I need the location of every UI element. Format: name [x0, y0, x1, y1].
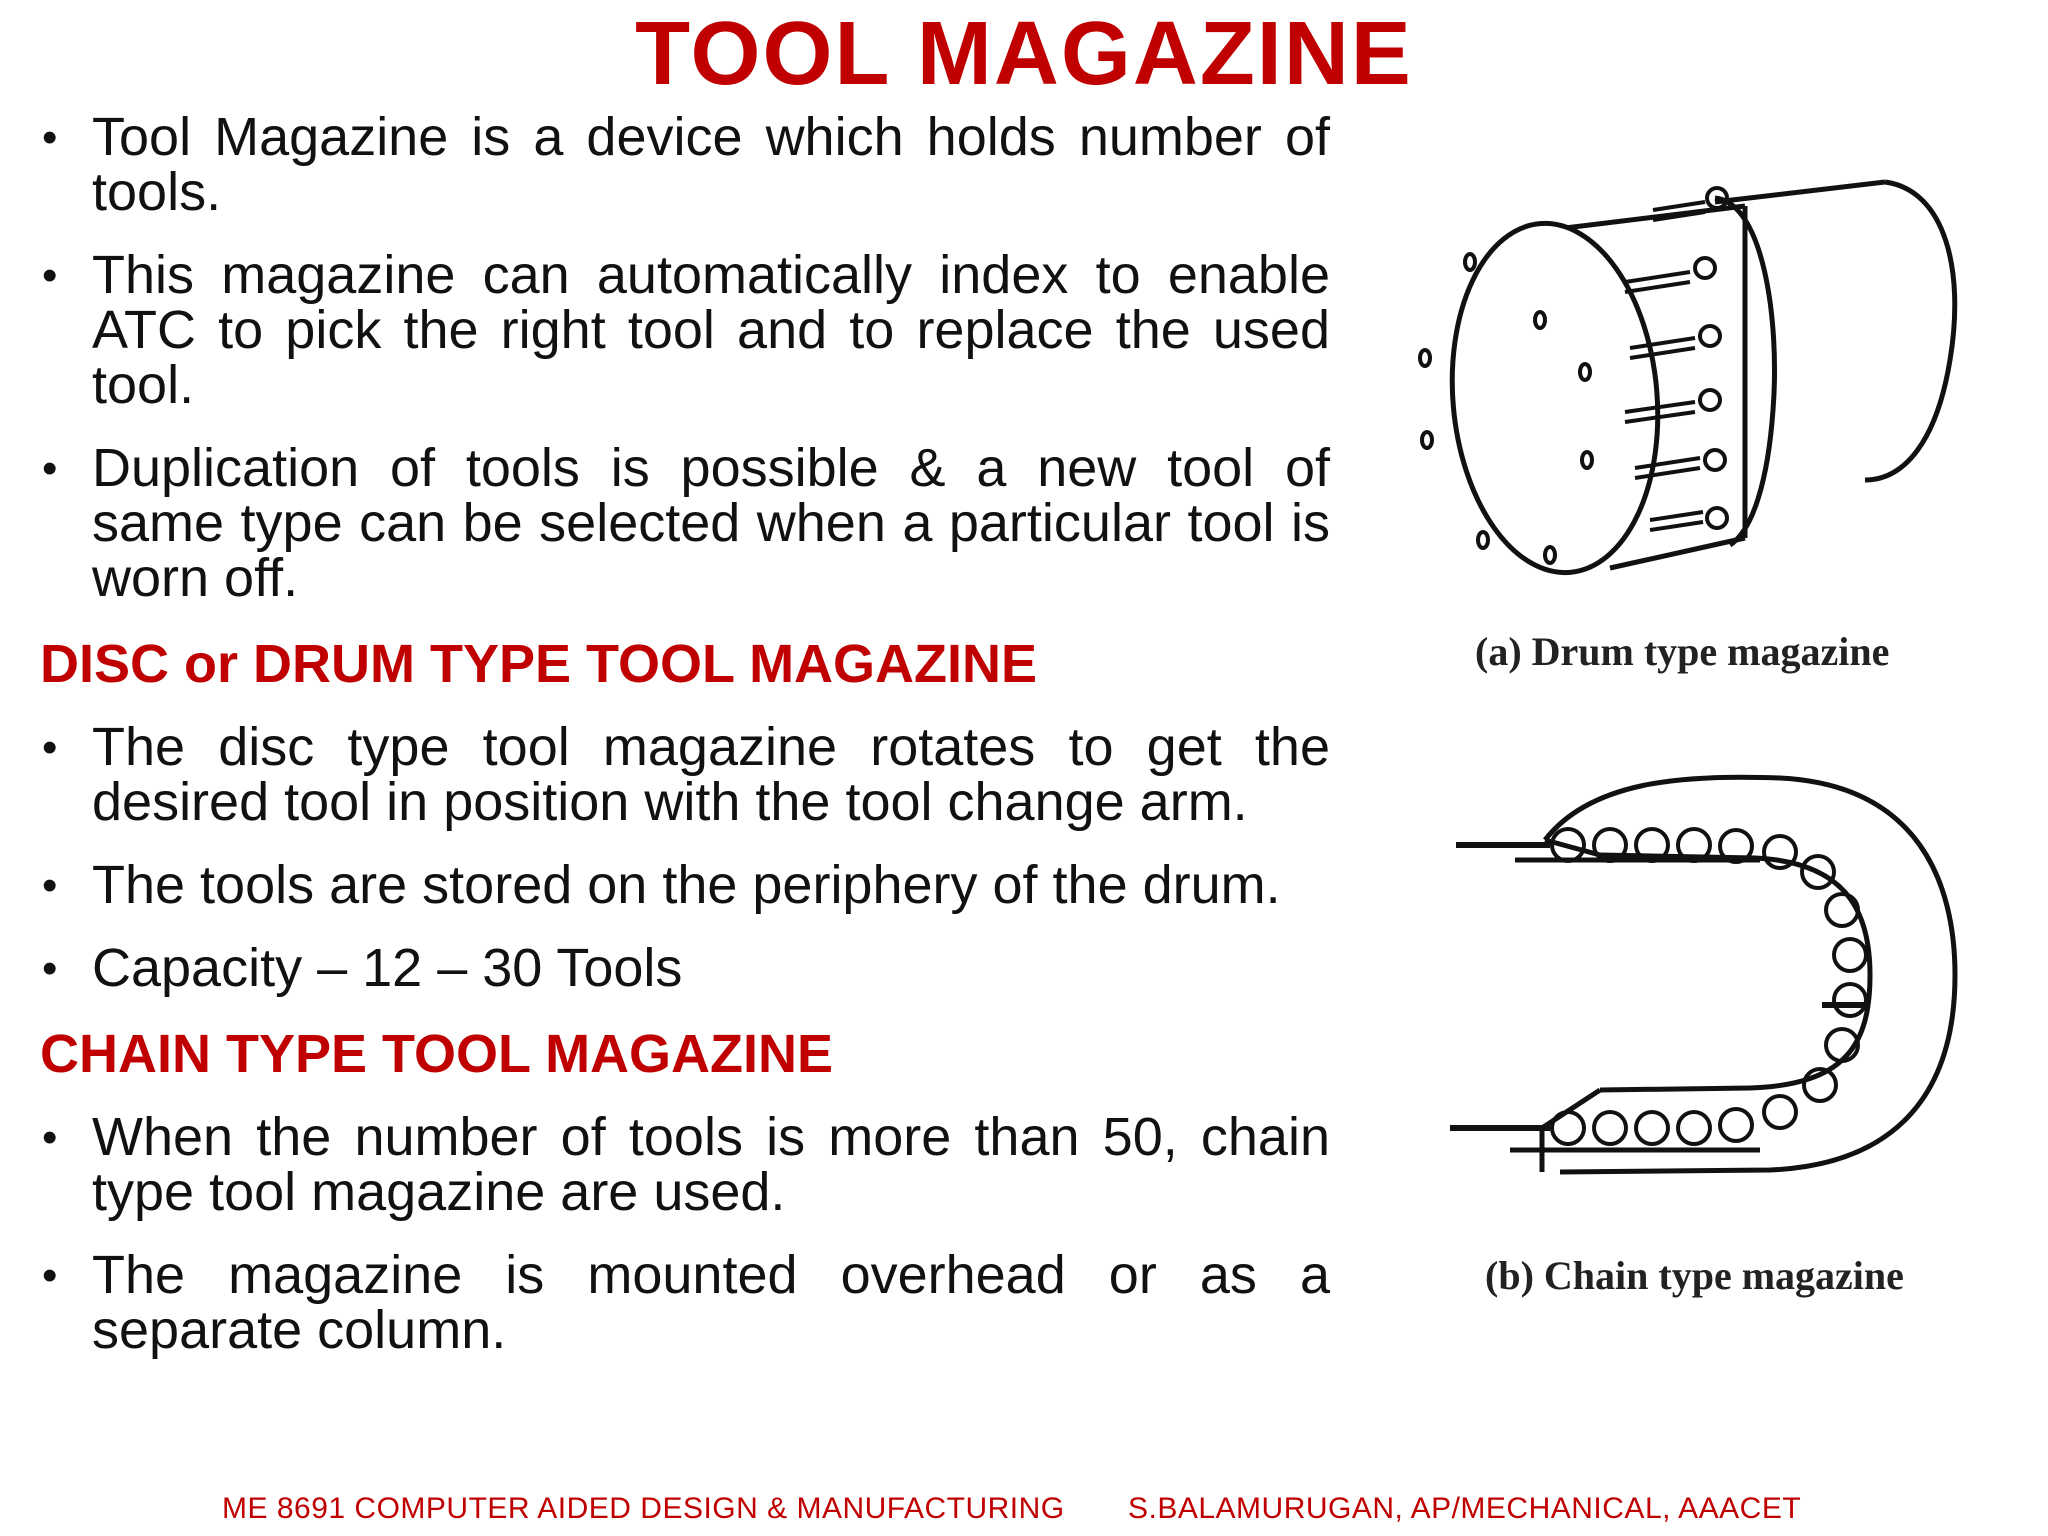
section-heading-chain: CHAIN TYPE TOOL MAGAZINE — [40, 1024, 834, 1084]
bullet-icon: • — [42, 1251, 58, 1300]
bullet-text: Tool Magazine is a device which holds number of tools. — [92, 107, 1330, 222]
slide-title: TOOL MAGAZINE — [635, 4, 1413, 104]
bullet-text: Duplication of tools is possible & a new tool of same type can be selected when a particular tool is worn off. — [92, 438, 1330, 608]
drum-bullet-list — [40, 717, 1330, 998]
chain-magazine-illustration — [1450, 760, 1980, 1220]
drum-magazine-illustration — [1385, 150, 1965, 630]
bullet-item — [40, 438, 1330, 608]
bullet-icon: • — [42, 113, 58, 162]
bullet-item — [40, 855, 1330, 915]
bullet-icon: • — [42, 723, 58, 772]
bullet-icon: • — [42, 861, 58, 910]
bullet-item — [40, 107, 1330, 222]
bullet-text: When the number of tools is more than 50, chain type tool magazine are used. — [92, 1107, 1330, 1222]
bullet-item — [40, 1245, 1330, 1360]
slide-content — [40, 107, 1330, 1386]
bullet-icon: • — [42, 251, 58, 300]
footer-author: S.BALAMURUGAN, AP/MECHANICAL, AAACET — [1128, 1492, 1802, 1525]
chain-bullet-list — [40, 1107, 1330, 1360]
bullet-item — [40, 1107, 1330, 1222]
bullet-text: Capacity – 12 – 30 Tools — [92, 938, 683, 998]
footer-course: ME 8691 COMPUTER AIDED DESIGN & MANUFACTURING — [222, 1492, 1065, 1525]
bullet-text: The magazine is mounted overhead or as a separate column. — [92, 1245, 1330, 1360]
bullet-icon: • — [42, 1113, 58, 1162]
bullet-icon: • — [42, 444, 58, 493]
intro-bullet-list — [40, 107, 1330, 608]
bullet-item — [40, 245, 1330, 415]
bullet-item — [40, 717, 1330, 832]
bullet-item — [40, 938, 1330, 998]
section-heading-drum: DISC or DRUM TYPE TOOL MAGAZINE — [40, 634, 1038, 694]
chain-magazine-caption: (b) Chain type magazine — [1485, 1253, 1904, 1298]
bullet-text: The tools are stored on the periphery of the drum. — [92, 855, 1281, 915]
bullet-text: The disc type tool magazine rotates to get the desired tool in position with the tool change arm. — [92, 717, 1330, 832]
bullet-text: This magazine can automatically index to enable ATC to pick the right tool and to replace the used tool. — [92, 245, 1330, 415]
drum-magazine-caption: (a) Drum type magazine — [1475, 629, 1890, 674]
bullet-icon: • — [42, 944, 58, 993]
